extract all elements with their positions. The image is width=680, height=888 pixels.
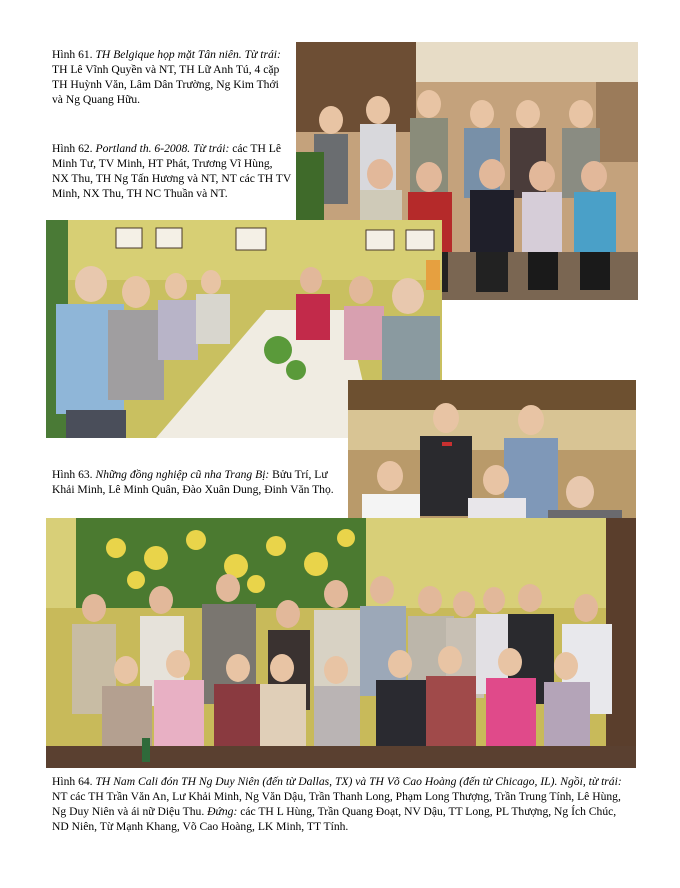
caption-hinh-63: Hình 63. Những đồng nghiệp cũ nha Trang Bị: Bửu Trí, Lư Khải Minh, Lê Minh Quân, Đào Xuân Dung, Đinh Văn Thọ.	[52, 468, 334, 496]
caption-hinh-64: Hình 64. TH Nam Cali đón TH Ng Duy Niên (đến từ Dallas, TX) và TH Võ Cao Hoàng (đến từ Chicago, IL). Ngồi, từ trái: NT các TH Trần Văn An, Lư Khải Minh, Ng Văn Dậu, Trần Thanh Long, Phạm Long Thượng, Trần Trung Tính, Lê Hùng, Ng Duy Niên và ái nữ Diệu Thu. Đứng: các TH L Hùng, Trần Quang Đoạt, NV Dậu, TT Long, PL Thượng, Ng Ích Chúc, ND Niên, Từ Mạnh Khang, Võ Cao Hoàng, LK Minh, TT Tính.	[52, 775, 622, 833]
caption-hinh-62: Hình 62. Portland th. 6-2008. Từ trái: các TH Lê Minh Tư, TV Minh, HT Phát, Trương Vĩ Hùng, NX Thu, TH Ng Tấn Hương và NT, NT các TH TV Minh, NX Thu, TH NC Thuần và NT.	[52, 142, 292, 200]
caption-hinh-61: Hình 61. TH Belgique họp mặt Tân niên. Từ trái: TH Lê Vĩnh Quyền và NT, TH Lữ Anh Tú, 4 cặp TH Huỳnh Văn, Lâm Dân Trường, Ng Kim Thới và Ng Quang Hữu.	[52, 48, 281, 106]
photo-hinh-64	[46, 518, 636, 768]
